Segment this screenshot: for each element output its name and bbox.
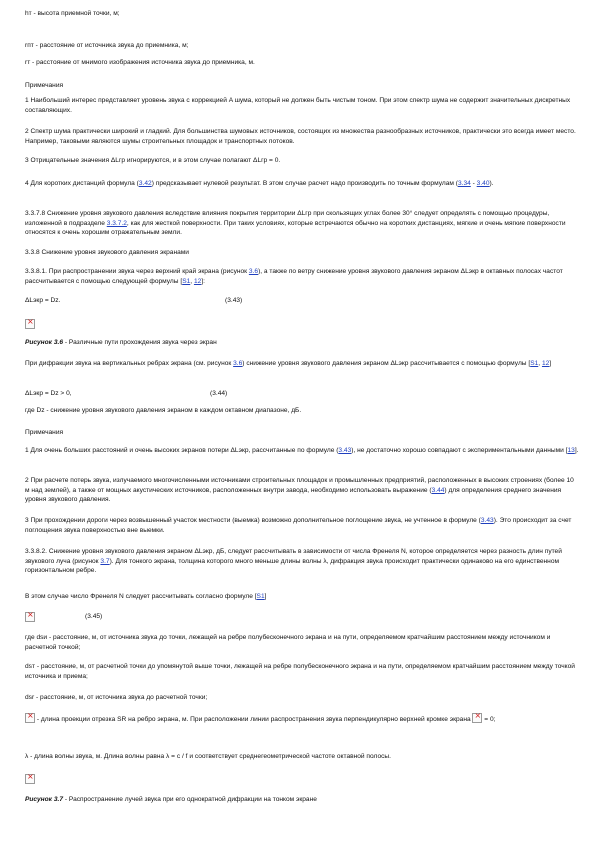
note-1: 1 Наибольший интерес представляет уровень звука с коррекцией A шума, который не должен быть чистым тоном. При этом спектр шума не содержит значительных дискретных составляющих. (25, 97, 571, 114)
definition-rt: rт - расстояние от мнимого изображения источника звука до приемника, м. (25, 59, 255, 66)
formula-link[interactable]: 3.43 (338, 447, 352, 454)
section-heading-3-3-8: 3.3.8 Снижение уровня звукового давления экранами (25, 249, 189, 256)
formula-link[interactable]: 3.43 (480, 517, 494, 524)
note-2-3: 3 При прохождении дороги через возвышенный участок местности (выемка) возможно дополнительное поглощение звука, не учтенное в формуле (3.43). Это происходит за счет поглощения звука поверхностью вне выемки. (25, 517, 572, 534)
definition-projection: × - длина проекции отрезка SR на ребро экрана, м. При расположении линии распространения звука перпендикулярно верхней кромке экрана × = 0; (25, 713, 580, 725)
definition-dsi: где dsи - расстояние, м, от источника звука до точки, лежащей на ребре полубесконечного экрана и на пути, определяемом кратчайшим расстоянием между источником и расчетной точкой; (25, 634, 551, 651)
citation-link[interactable]: 12 (541, 360, 550, 367)
formula-3-45: × (3.45) (25, 612, 580, 624)
formula-link[interactable]: 3.42 (138, 180, 152, 187)
citation-link[interactable]: 12 (193, 277, 202, 285)
broken-image-icon (25, 774, 35, 784)
formula-link[interactable]: 3.34 (457, 180, 471, 187)
definition-dsr: dsт - расстояние, м, от расчетной точки до упомянутой выше точки, лежащей на ребре полубесконечного экрана и на пути, определяемом кратчайшим расстоянием между точкой источника и приема; (25, 663, 575, 680)
figure-link[interactable]: 3.6 (233, 360, 243, 367)
broken-image-icon (25, 319, 35, 329)
broken-image-icon (472, 713, 482, 723)
citation-link[interactable]: S1 (182, 277, 191, 285)
note-4: 4 Для коротких дистанций формула (3.42) предсказывает нулевой результат. В этом случае расчет надо производить по точным формулам (3.34 - 3.40). (25, 180, 494, 187)
citation-link[interactable]: 13 (567, 447, 575, 454)
note-2: 2 Спектр шума практически широкий и гладкий. Для большинства шумовых источников, состоящих из множества разнообразных источников, практически это всегда имеет место. Например, таковыми являются шумы строительных площадок и транспортных потоков. (25, 128, 576, 145)
formula-3-44: ΔLэкр = Dz > 0, (3.44) (25, 390, 228, 397)
formula-3-43: ΔLэкр = Dz. (3.43) (25, 297, 243, 304)
figure-link[interactable]: 3.6 (248, 268, 259, 275)
definition-rpt: rпт - расстояние от источника звука до приемника, м; (25, 42, 189, 49)
citation-link[interactable]: S1 (256, 593, 265, 600)
figure-3-7-image (25, 774, 580, 786)
note-2-2: 2 При расчете потерь звука, излучаемого многочисленными источниками строительных площадок и промышленных предприятий, расположенных в высоких строениях (более 10 м над землей), а также от мощных акустических источников, расположенных внутри завода, необходимо использовать выражение (3.44) для определения среднего значения уровня звукового давления. (25, 477, 574, 504)
notes-heading-2: Примечания (25, 429, 64, 436)
definition-ht: hт - высота приемной точки, м; (25, 10, 120, 17)
note-3: 3 Отрицательные значения ΔLгр игнорируются, и в этом случае полагают ΔLгр = 0. (25, 157, 281, 164)
paragraph-3-3-8-2: 3.3.8.2. Снижение уровня звукового давления экраном ΔLэкр, дБ, следует рассчитывать в зависимости от числа Френеля N, которое определяется через разность длин путей звукового луча (рисунок 3.7). Для тонкого экрана, толщина которого много меньше длины волны λ, дифракция звука происходит практически одинаково на его единственном горизонтальном ребре. (25, 548, 562, 575)
paragraph-3-3-8-1: 3.3.8.1. При распространении звука через верхний край экрана (рисунок 3.6), а также по ветру снижение уровня звукового давления экраном ΔLэкр в октавных полосах частот рассчитывается с помощью следующей формулы [S1, 12]: (25, 268, 563, 285)
broken-image-icon (25, 713, 35, 723)
section-link[interactable]: 3.3.7.2 (106, 219, 127, 227)
paragraph-diffraction: При дифракции звука на вертикальных ребрах экрана (см. рисунок 3.6) снижение уровня звукового давления экраном ΔLэкр рассчитывается с помощью формулы [S1, 12] (25, 360, 552, 367)
definition-lambda: λ - длина волны звука, м. Длина волны равна λ = c / f и соответствует среднегеометрической частоте октавной полосы. (25, 753, 391, 760)
definition-d: dsr - расстояние, м, от источника звука до расчетной точки; (25, 694, 208, 701)
notes-heading: Примечания (25, 82, 64, 89)
note-2-1: 1 Для очень больших расстояний и очень высоких экранов потери ΔLэкр, рассчитанные по формуле (3.43), не достаточно хорошо совпадают с экспериментальными данными [13]. (25, 447, 579, 454)
citation-link[interactable]: S1 (530, 360, 539, 367)
broken-image-icon (25, 612, 35, 622)
paragraph-3-3-7-8: 3.3.7.8 Снижение уровня звукового давления вследствие влияния покрытия территории ΔLгр при скользящих углах более 30° следует определять с помощью процедуры, изложенной в подразделе 3.3.7.2, как для жесткой поверхности. При таких условиях, которые встречаются обычно на коротких дистанциях, мягкие и очень мягкие поверхности относятся к очень хорошим отражательным земли. (25, 210, 566, 237)
paragraph-fresnel: В этом случае число Френеля N следует рассчитывать согласно формуле [S1] (25, 593, 267, 600)
formula-link[interactable]: 3.44 (431, 486, 445, 494)
figure-3-6-image (25, 319, 580, 331)
formula-link[interactable]: 3.40 (476, 180, 490, 187)
figure-link[interactable]: 3.7 (100, 557, 110, 565)
figure-3-7-caption: Рисунок 3.7 - Распространение лучей звука при его однократной дифракции на тонком экране (25, 796, 317, 803)
definition-dz: где Dz - снижение уровня звукового давления экраном в каждом октавном диапазоне, дБ. (25, 407, 302, 414)
figure-3-6-caption: Рисунок 3.6 - Различные пути прохождения звука через экран (25, 339, 217, 346)
